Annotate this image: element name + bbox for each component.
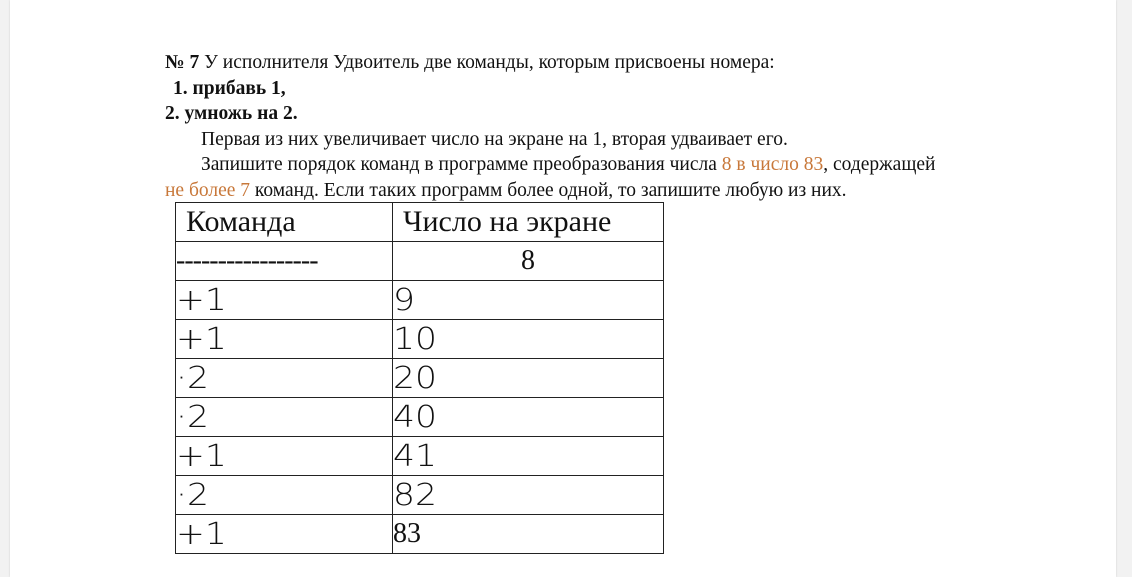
- task-instruction-line1: [165, 152, 1065, 178]
- table-row: [176, 515, 664, 554]
- instr-part3: команд. Если таких программ более одной, то запишите любую из них.: [250, 179, 847, 201]
- command-1-label: 1. прибавь 1,: [173, 77, 286, 99]
- handwritten-value: 10: [393, 321, 437, 357]
- handwritten-command: +1: [176, 321, 227, 357]
- answer-table: [175, 202, 664, 554]
- handwritten-command: +1: [176, 438, 227, 474]
- handwritten-value: 9: [393, 282, 415, 318]
- value-cell: [393, 437, 664, 476]
- table-row: [176, 437, 664, 476]
- command-2: [165, 101, 1065, 127]
- command-cell: [176, 476, 393, 515]
- command-cell: [176, 437, 393, 476]
- command-cell: [176, 515, 393, 554]
- handwritten-value: 20: [393, 360, 437, 396]
- value-cell: [393, 398, 664, 437]
- handwritten-value: 40: [393, 399, 437, 435]
- table-row: [176, 476, 664, 515]
- handwritten-command: +1: [176, 282, 227, 318]
- start-command-dashes: -----------------: [176, 242, 393, 281]
- header-screen-number: Число на экране: [393, 203, 664, 242]
- handwritten-value: 41: [393, 438, 437, 474]
- handwritten-command: ·2: [176, 360, 209, 396]
- task-number: № 7: [165, 52, 200, 73]
- handwritten-command: +1: [176, 516, 227, 552]
- table-row-start: [176, 242, 664, 281]
- instr-part1: Запишите порядок команд в программе преобразования числа: [201, 154, 722, 176]
- document-page: [10, 0, 1116, 577]
- task-intro-line: [165, 50, 1065, 76]
- task-intro: У исполнителя Удвоитель две команды, которым присвоены номера:: [199, 52, 775, 73]
- table-row: [176, 281, 664, 320]
- task-text: [165, 50, 1065, 204]
- command-cell: [176, 398, 393, 437]
- command-2-label: 2. умножь на 2.: [165, 103, 298, 125]
- table-header-row: [176, 203, 664, 242]
- value-cell: [393, 320, 664, 359]
- table-row: [176, 398, 664, 437]
- instr-part2: , содержащей: [823, 154, 936, 176]
- command-cell: [176, 281, 393, 320]
- task-description: Первая из них увеличивает число на экране на 1, вторая удваивает его.: [201, 128, 788, 150]
- handwritten-command: ·2: [176, 477, 209, 513]
- command-1: [165, 76, 1065, 102]
- value-cell: [393, 359, 664, 398]
- table-row: [176, 320, 664, 359]
- handwritten-value: 82: [393, 477, 437, 513]
- value-cell: 83: [393, 515, 664, 554]
- task-instruction-line2: [165, 178, 1065, 204]
- value-cell: [393, 476, 664, 515]
- command-cell: [176, 320, 393, 359]
- table-row: [176, 359, 664, 398]
- command-cell: [176, 359, 393, 398]
- instr-highlight-limit: не более 7: [165, 179, 251, 201]
- start-value: 8: [393, 242, 664, 281]
- handwritten-command: ·2: [176, 399, 209, 435]
- instr-highlight-numbers: 8 в число 83: [721, 154, 824, 176]
- header-command: Команда: [176, 203, 393, 242]
- value-cell: [393, 281, 664, 320]
